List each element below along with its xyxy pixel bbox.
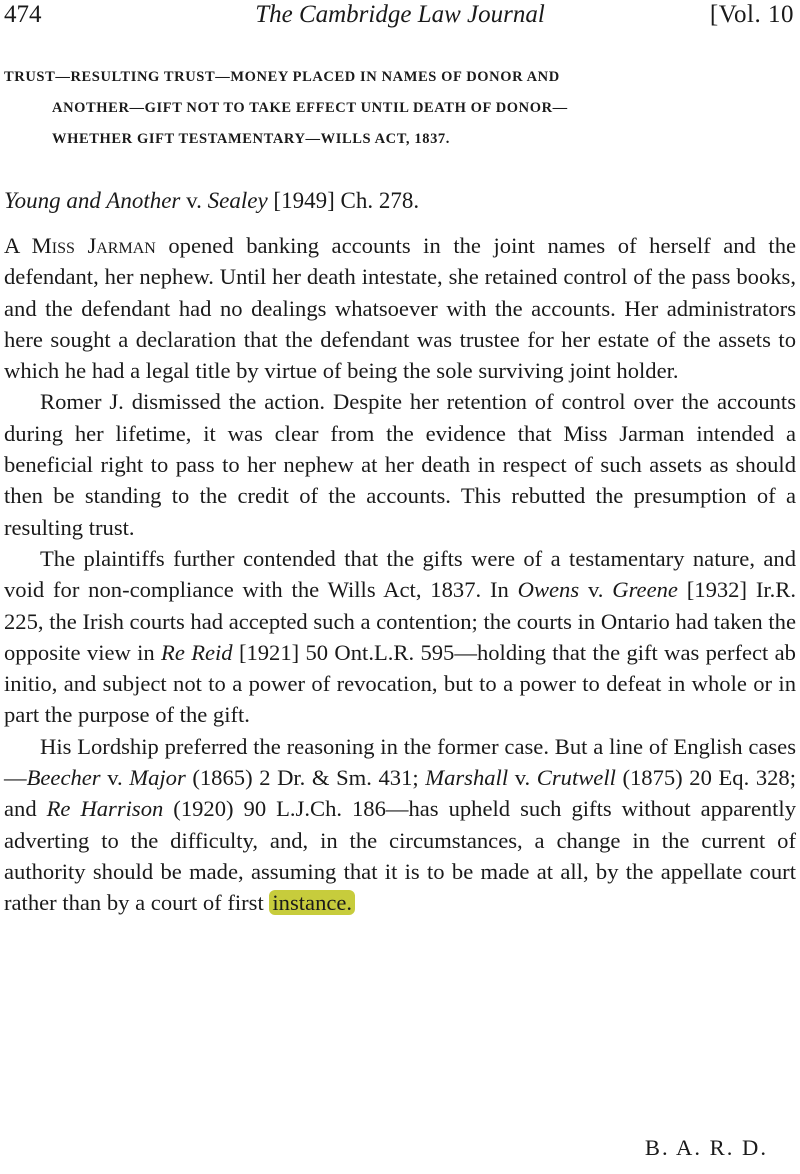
p3-text-a: The plaintiffs further contended that the gifts were of a testamentary nature, and void for non-compliance with the Wills Act, 1837. In bbox=[4, 545, 796, 603]
p4-text-c: (1875) 20 Eq. 328; and bbox=[4, 765, 796, 822]
p3-text-c: [1921] 50 Ont.L.R. 595—holding that the gift was perfect ab initio, and subject not to a power of revocation, but to a power to defeat in whole or in part the purpose of the gift. bbox=[4, 639, 796, 728]
highlighted-word[interactable]: instance. bbox=[269, 890, 355, 915]
p4-case-marshall: Marshall bbox=[425, 765, 509, 791]
case-subject-heading bbox=[4, 62, 794, 155]
p4-case-crutwell: Crutwell bbox=[536, 765, 616, 791]
author-initials: B. A. R. D. bbox=[644, 1135, 768, 1160]
journal-page bbox=[4, 0, 796, 1174]
p4-versus-2: v. bbox=[508, 765, 537, 791]
heading-line-2: ANOTHER—GIFT NOT TO TAKE EFFECT UNTIL DEATH OF DONOR— bbox=[52, 100, 568, 116]
p2-text: Romer J. dismissed the action. Despite her retention of control over the accounts during her lifetime, it was clear from the evidence that Miss Jarman intended a beneficial right to pass to her nephew at her death in respect of such assets as should then be standing to the credit of the accounts. This rebutted the presumption of a resulting trust. bbox=[4, 389, 796, 540]
p1-name-small-caps: Miss Jarman bbox=[31, 233, 156, 258]
p1-text: opened banking accounts in the joint names of herself and the defendant, her nephew. Until her death intestate, she retained control of the pass books, and the defendant had no dealings whatsoever with the accounts. Her administrators here sought a declaration that the defendant was trustee for her estate of the assets to which he had a legal title by virtue of being the sole surviving joint holder. bbox=[4, 233, 797, 384]
p4-case-major: Major bbox=[129, 765, 186, 791]
paragraph-1 bbox=[4, 230, 796, 386]
p4-versus-1: v. bbox=[100, 765, 130, 791]
volume-label: [Vol. 10 bbox=[709, 1, 794, 28]
p3-case-greene: Greene bbox=[612, 577, 678, 603]
p3-case-owens: Owens bbox=[517, 577, 580, 603]
p4-text-a: His Lordship preferred the reasoning in the former case. But a line of English cases— bbox=[4, 733, 796, 791]
paragraph-4 bbox=[4, 731, 796, 919]
case-versus: v. bbox=[180, 188, 208, 213]
note-body bbox=[4, 230, 796, 919]
heading-line-3: WHETHER GIFT TESTAMENTARY—WILLS ACT, 1837. bbox=[52, 131, 451, 147]
case-party-1: Young and Another bbox=[4, 188, 181, 213]
case-citation bbox=[4, 186, 419, 216]
heading-line-1: TRUST—RESULTING TRUST—MONEY PLACED IN NAMES OF DONOR AND bbox=[4, 69, 560, 85]
p3-case-re-reid: Re Reid bbox=[161, 639, 233, 665]
p3-versus: v. bbox=[579, 577, 613, 603]
p4-text-d: (1920) 90 L.J.Ch. 186—has upheld such gifts without apparently adverting to the difficulty, and, in the circumstances, a change in the current of authority should be made, assuming that it is to be made at all, by the appellate court rather than by a court of first bbox=[4, 796, 797, 916]
running-header bbox=[4, 0, 796, 34]
p4-case-re-harrison: Re Harrison bbox=[46, 796, 164, 822]
p1-lead: A bbox=[4, 233, 32, 258]
case-reference: [1949] Ch. 278. bbox=[267, 188, 420, 213]
journal-title: The Cambridge Law Journal bbox=[255, 1, 545, 28]
p4-case-beecher: Beecher bbox=[26, 765, 101, 791]
paragraph-2 bbox=[4, 386, 796, 542]
p3-text-b: [1932] Ir.R. 225, the Irish courts had accepted such a contention; the courts in Ontario had taken the opposite view in bbox=[4, 577, 797, 665]
paragraph-3 bbox=[4, 543, 796, 731]
page-number: 474 bbox=[4, 1, 42, 28]
case-party-2: Sealey bbox=[207, 188, 268, 213]
p4-text-b: (1865) 2 Dr. & Sm. 431; bbox=[185, 765, 426, 791]
